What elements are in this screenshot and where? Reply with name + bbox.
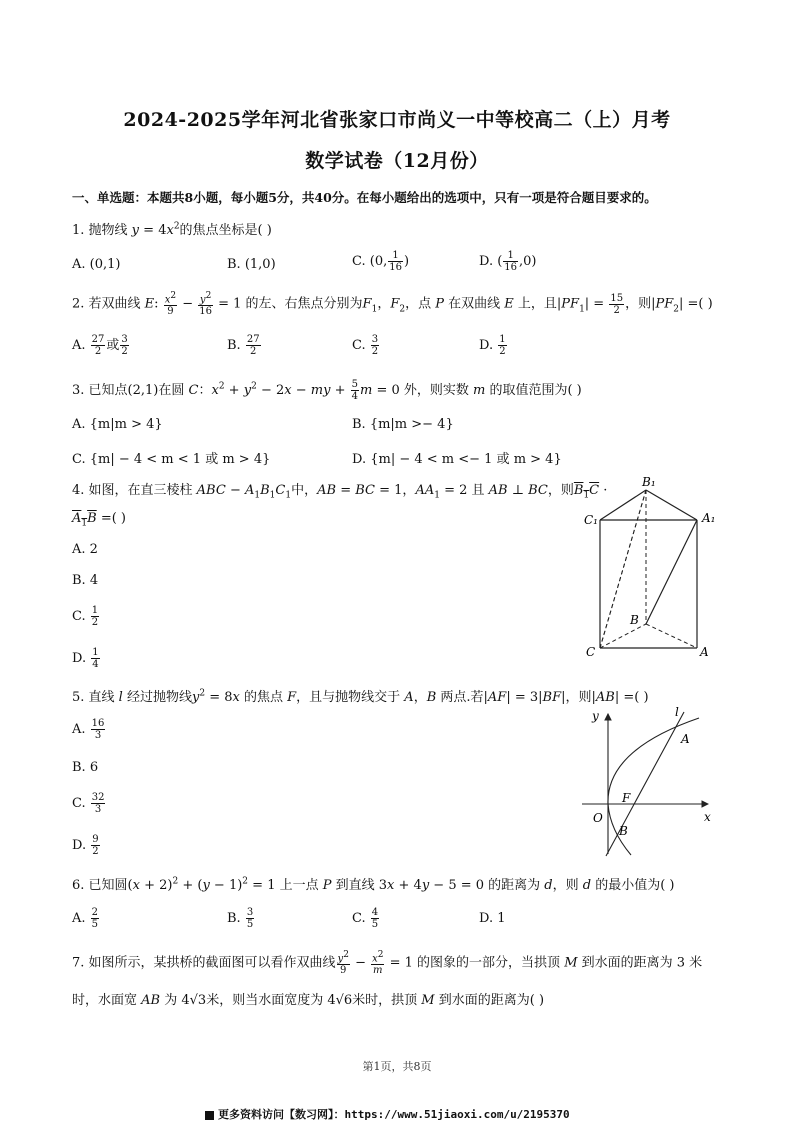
q3-option-b: B. {m|m >− 4} bbox=[352, 417, 454, 432]
q1-option-c: C. (0, $\frac{1}{16}$ ) bbox=[352, 250, 410, 273]
q6-option-b: B. $\frac{3}{5}$ bbox=[227, 907, 254, 930]
label-x: x bbox=[704, 810, 711, 824]
label-a: A bbox=[700, 645, 709, 659]
q4-option-a: A. 2 bbox=[72, 542, 98, 557]
q3-option-a: A. {m|m > 4} bbox=[72, 417, 163, 432]
label-y: y bbox=[592, 709, 599, 723]
flag-icon bbox=[205, 1111, 214, 1120]
label-a: A bbox=[681, 732, 690, 746]
question-3: 3. 已知点(2,1)在圆 C：$x^2 + y^2 - 2x$ − my + $\frac{5}{4}$ m = 0 外，则实数 m 的取值范围为( ) bbox=[72, 379, 582, 402]
q1-stem-end: 的焦点坐标是( ) bbox=[179, 223, 272, 238]
section-heading: 一、单选题：本题共8小题，每小题5分，共40分。在每小题给出的选项中，只有一项是符合题目要求的。 bbox=[72, 190, 657, 205]
exam-title-line1: 2024-2025学年河北省张家口市尚义一中等校高二（上）月考 bbox=[123, 109, 671, 131]
q1-option-a: A. (0,1) bbox=[72, 257, 121, 272]
q4-option-d: D. $\frac{1}{4}$ bbox=[72, 647, 99, 670]
label-f: F bbox=[622, 791, 631, 805]
q6-option-a: A. $\frac{2}{5}$ bbox=[72, 907, 99, 930]
prism-figure bbox=[580, 472, 730, 662]
q5-option-b: B. 6 bbox=[72, 760, 99, 775]
label-o: O bbox=[593, 811, 603, 825]
q1-option-d: D. ( $\frac{1}{16}$ ,0) bbox=[479, 250, 537, 273]
label-b: B bbox=[619, 824, 628, 838]
q6-option-c: C. $\frac{4}{5}$ bbox=[352, 907, 379, 930]
q6-option-d: D. 1 bbox=[479, 911, 506, 926]
question-5: 5. 直线 l 经过抛物线$y^2 = 8x$ 的焦点 F，且与抛物线交于 A，B 两点.若|AF| = 3|BF|，则|AB| =( ) bbox=[72, 688, 649, 705]
q2-option-c: C. $\frac{3}{2}$ bbox=[352, 334, 379, 357]
question-2: 2. 若双曲线 E: $\frac{x^2}{9}$ − $\frac{y^2}{16}$ = 1 的左、右焦点分别为$F_1$，$F_2$，点 P 在双曲线 E 上，且$|PF_1|$ = $\frac{15}{2}$ ，则$|PF_2|$ =( ) bbox=[72, 291, 713, 318]
question-1: 1. 抛物线 $y = 4x^2$的焦点坐标是( ) bbox=[72, 221, 272, 238]
q1-option-b: B. (1,0) bbox=[227, 257, 276, 272]
label-a1: A₁ bbox=[702, 511, 716, 525]
label-c1: C₁ bbox=[584, 513, 598, 527]
label-b1: B₁ bbox=[642, 475, 656, 489]
q2-option-a: A. $\frac{27}{2}$ 或 $\frac{3}{2}$ bbox=[72, 334, 128, 357]
q5-option-d: D. $\frac{9}{2}$ bbox=[72, 834, 99, 857]
q3-option-c: C. {m| − 4 < m < 1 或 m > 4} bbox=[72, 452, 271, 467]
question-4: 4. 如图，在直三棱柱 ABC − $A_1B_1C_1$中，AB = BC = 1，$AA_1 = 2$ 且 AB ⊥ BC，则$B_1C$ · bbox=[72, 483, 608, 501]
question-7-line1: 7. 如图所示，某拱桥的截面图可以看作双曲线 $\frac{y^2}{9}$ − $\frac{x^2}{m}$ = 1 的图象的一部分，当拱顶 M 到水面的距离为 3 米 bbox=[72, 950, 703, 977]
label-b: B bbox=[630, 613, 639, 627]
q5-option-c: C. $\frac{32}{3}$ bbox=[72, 792, 105, 815]
label-c: C bbox=[586, 645, 596, 659]
question-6: 6. 已知圆$(x + 2)^2 + (y - 1)^2 = 1$ 上一点 P 到直线 3x + 4y − 5 = 0 的距离为 d，则 d 的最小值为( ) bbox=[72, 876, 675, 893]
q4-option-b: B. 4 bbox=[72, 573, 99, 588]
page-number: 第1页，共8页 bbox=[362, 1060, 432, 1073]
resource-link[interactable]: 更多资料访问【数习网】：https://www.51jiaoxi.com/u/2195370 bbox=[218, 1108, 570, 1121]
resource-banner[interactable] bbox=[205, 1106, 570, 1122]
exam-title-line2: 数学试卷（12月份） bbox=[305, 150, 489, 172]
question-7-line2: 时，水面宽 AB 为 4√3米，则当水面宽度为 4√6米时，拱顶 M 到水面的距离为( ) bbox=[72, 993, 545, 1008]
q4-option-c: C. $\frac{1}{2}$ bbox=[72, 605, 99, 628]
question-4-cont: $A_1B$ =( ) bbox=[72, 511, 126, 529]
parabola-figure bbox=[576, 700, 726, 860]
q5-option-a: A. $\frac{16}{3}$ bbox=[72, 718, 105, 741]
q3-option-d: D. {m| − 4 < m <− 1 或 m > 4} bbox=[352, 452, 562, 467]
q2-option-b: B. $\frac{27}{2}$ bbox=[227, 334, 260, 357]
q1-stem: 1. 抛物线 bbox=[72, 223, 132, 238]
q2-option-d: D. $\frac{1}{2}$ bbox=[479, 334, 506, 357]
label-l: l bbox=[675, 705, 679, 719]
